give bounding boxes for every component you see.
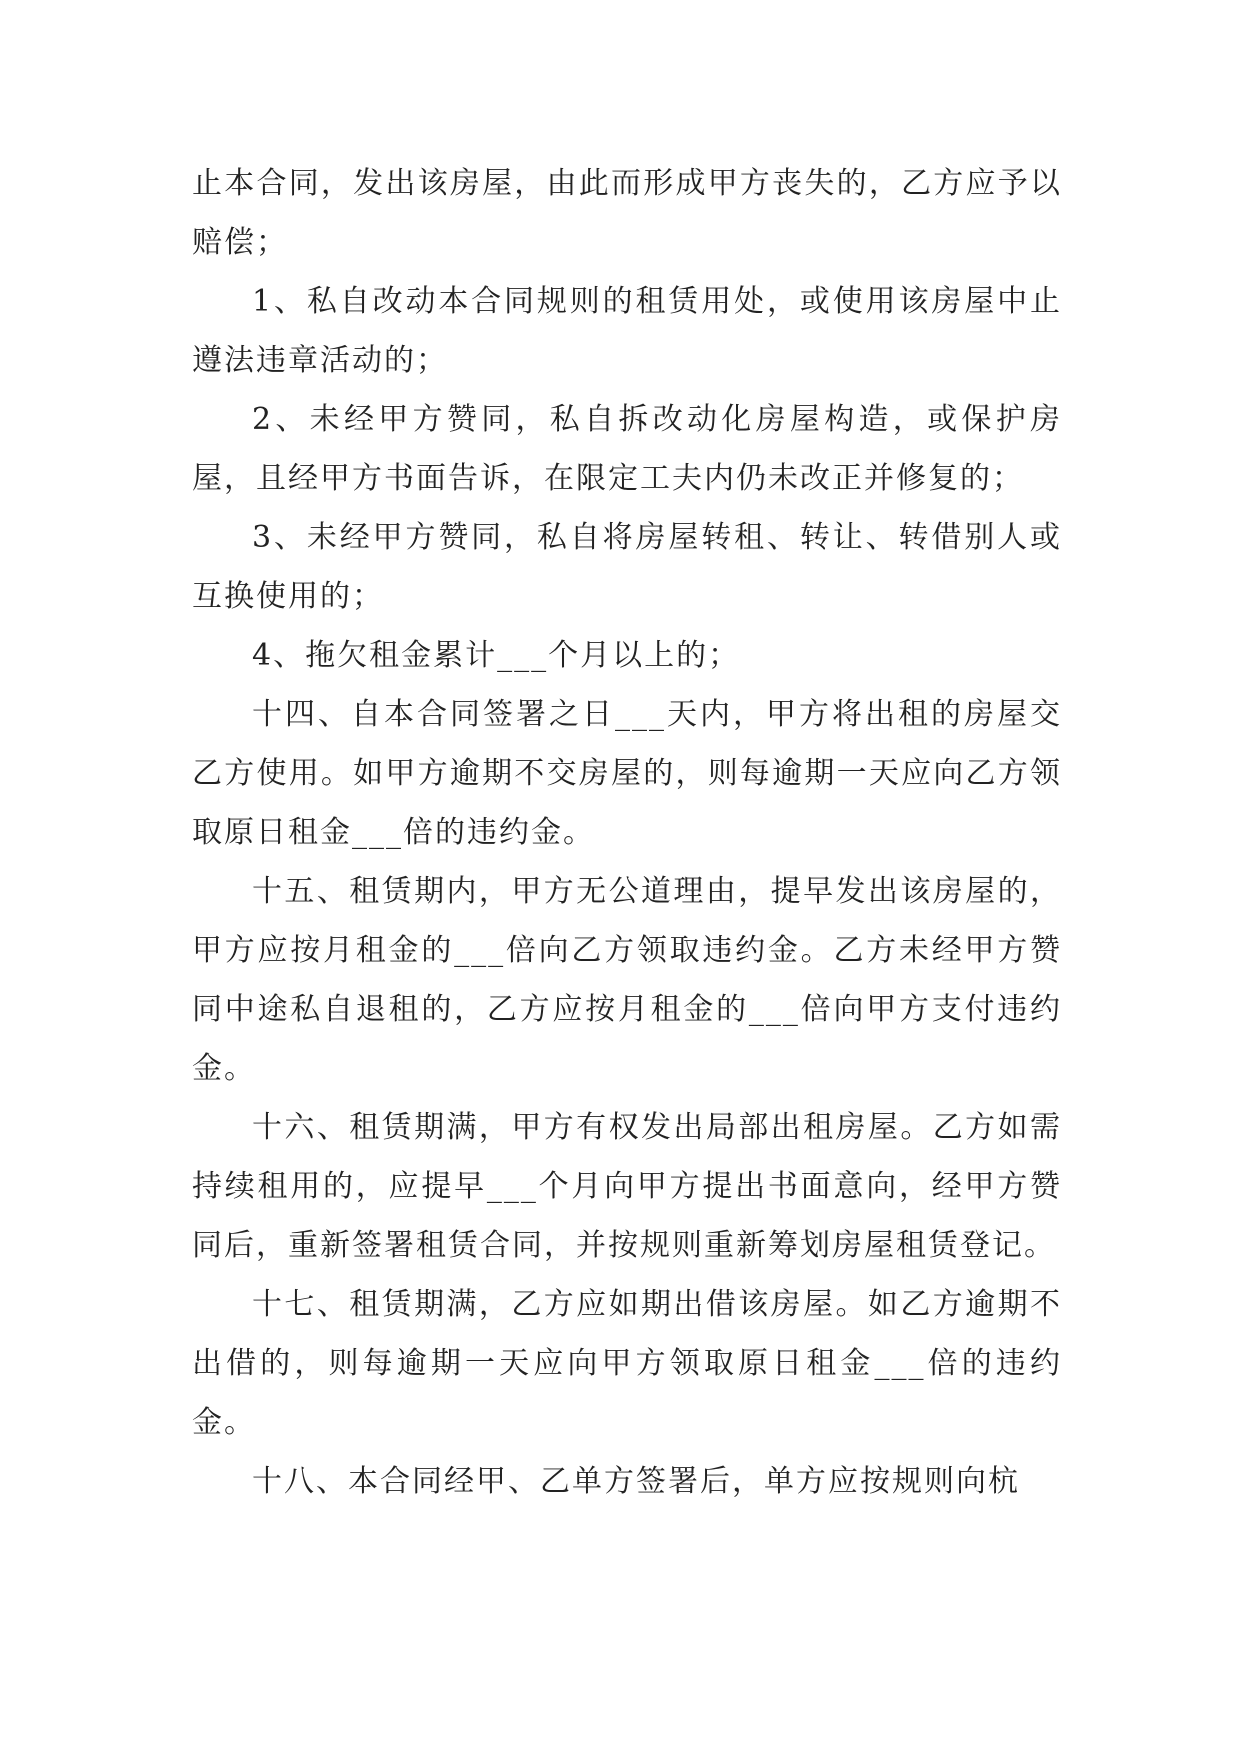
clause-15: 十五、租赁期内，甲方无公道理由，提早发出该房屋的，甲方应按月租金的___倍向乙方领取违约金。乙方未经甲方赞同中途私自退租的，乙方应按月租金的___倍向甲方支付违约金。 <box>192 874 1062 1086</box>
clause-item-3: 3、未经甲方赞同，私自将房屋转租、转让、转借别人或互换使用的； <box>192 520 1062 614</box>
document-body <box>192 154 1062 1511</box>
clause-item-1: 1、私自改动本合同规则的租赁用处，或使用该房屋中止遵法违章活动的； <box>192 284 1062 378</box>
clause-14: 十四、自本合同签署之日___天内，甲方将出租的房屋交乙方使用。如甲方逾期不交房屋的，则每逾期一天应向乙方领取原日租金___倍的违约金。 <box>192 697 1062 850</box>
paragraph-continuation: 止本合同，发出该房屋，由此而形成甲方丧失的，乙方应予以赔偿； <box>192 166 1062 260</box>
clause-16: 十六、租赁期满，甲方有权发出局部出租房屋。乙方如需持续租用的，应提早___个月向甲方提出书面意向，经甲方赞同后，重新签署租赁合同，并按规则重新筹划房屋租赁登记。 <box>192 1110 1062 1263</box>
clause-item-2: 2、未经甲方赞同，私自拆改动化房屋构造，或保护房屋，且经甲方书面告诉，在限定工夫内仍未改正并修复的； <box>192 402 1062 496</box>
clause-18: 十八、本合同经甲、乙单方签署后，单方应按规则向杭 <box>252 1464 1020 1499</box>
clause-17: 十七、租赁期满，乙方应如期出借该房屋。如乙方逾期不出借的，则每逾期一天应向甲方领取原日租金___倍的违约金。 <box>192 1287 1062 1440</box>
clause-item-4: 4、拖欠租金累计___个月以上的； <box>252 638 741 673</box>
